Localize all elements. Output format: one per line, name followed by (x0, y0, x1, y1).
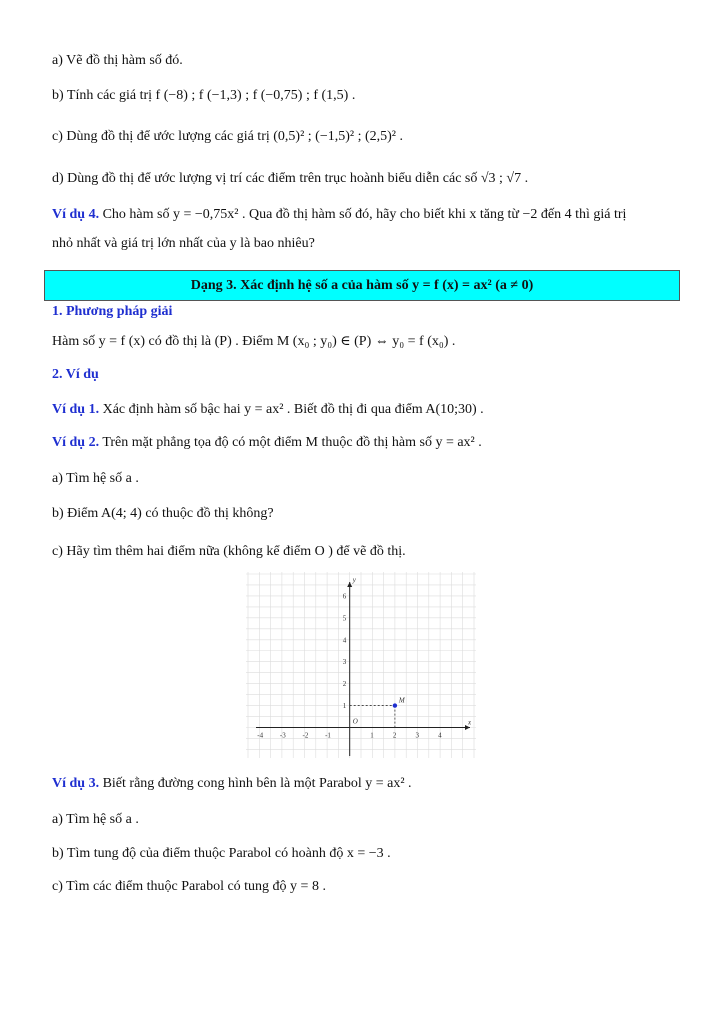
example-4-continuation: nhỏ nhất và giá trị lớn nhất của y là bao nhiêu? (52, 236, 315, 251)
y-tick-label: 1 (342, 702, 347, 711)
method-heading: 1. Phương pháp giải (52, 304, 173, 319)
examples-heading: 2. Ví dụ (52, 367, 99, 382)
item-b-compute-values: b) Tính các giá trị f (−8) ; f (−1,3) ; f (−0,75) ; f (1,5) . (52, 88, 356, 103)
example-3-item-c: c) Tìm các điểm thuộc Parabol có tung độ y = 8 . (52, 879, 326, 894)
section-banner: Dạng 3. Xác định hệ số a của hàm số y = f (x) = ax² (a ≠ 0) (44, 270, 680, 301)
x-tick-label: -2 (302, 731, 309, 740)
item-d-estimate-roots: d) Dùng đồ thị để ước lượng vị trí các điểm trên trục hoành biểu diễn các số √3 ; √7 . (52, 171, 529, 186)
example-2-label: Ví dụ 2. (52, 435, 100, 450)
y-tick-label: 2 (342, 680, 347, 689)
x-tick-label: 1 (370, 731, 374, 740)
example-2-item-b: b) Điểm A(4; 4) có thuộc đồ thị không? (52, 506, 274, 521)
y-tick-label: 5 (342, 614, 347, 623)
example-3-item-b: b) Tìm tung độ của điểm thuộc Parabol có hoành độ x = −3 . (52, 846, 391, 861)
y-axis-label: y (352, 576, 356, 584)
y-tick-label: 4 (342, 636, 347, 645)
example-2-item-c: c) Hãy tìm thêm hai điểm nữa (không kể điểm O ) để vẽ đồ thị. (52, 544, 406, 559)
x-tick-label: -4 (257, 731, 264, 740)
y-tick-label: 6 (342, 592, 347, 601)
example-2-item-a: a) Tìm hệ số a . (52, 471, 139, 486)
example-3-text: Biết rằng đường cong hình bên là một Parabol y = ax² . (102, 776, 412, 791)
x-tick-label: -1 (325, 731, 331, 740)
example-4-label: Ví dụ 4. (52, 207, 100, 222)
example-2-line (52, 434, 482, 452)
point-label: M (398, 696, 405, 705)
x-tick-label: 3 (415, 731, 419, 740)
x-tick-label: 2 (392, 731, 397, 740)
coordinate-plane-figure (246, 572, 476, 758)
method-text: Hàm số y = f (x) có đồ thị là (P) . Điểm M (x₀ ; y₀) ∈ (P) ⇔ y₀ = f (x₀) . (52, 334, 456, 349)
item-c-estimate-squares: c) Dùng đồ thị để ước lượng các giá trị (0,5)² ; (−1,5)² ; (2,5)² . (52, 129, 403, 144)
example-1-label: Ví dụ 1. (52, 402, 100, 417)
coordinate-plane-svg (246, 572, 476, 758)
origin-label: O (352, 717, 358, 726)
example-4-line (52, 206, 626, 224)
x-tick-label: -3 (279, 731, 286, 740)
y-tick-label: 3 (342, 658, 347, 667)
example-3-label: Ví dụ 3. (52, 776, 100, 791)
y-axis-arrow (347, 582, 352, 587)
example-4-text: Cho hàm số y = −0,75x² . Qua đồ thị hàm số đó, hãy cho biết khi x tăng từ −2 đến 4 thì giá trị (102, 207, 627, 222)
x-tick-label: 4 (438, 731, 442, 740)
example-2-text: Trên mặt phẳng tọa độ có một điểm M thuộc đồ thị hàm số y = ax² . (102, 435, 482, 450)
example-3-item-a: a) Tìm hệ số a . (52, 812, 139, 827)
point-m (393, 703, 397, 707)
x-axis-label: x (468, 718, 472, 727)
example-1-text: Xác định hàm số bậc hai y = ax² . Biết đồ thị đi qua điểm A(10;30) . (102, 402, 484, 417)
example-3-line (52, 775, 412, 793)
item-a-draw-graph: a) Vẽ đồ thị hàm số đó. (52, 53, 183, 68)
example-1-line (52, 401, 484, 419)
